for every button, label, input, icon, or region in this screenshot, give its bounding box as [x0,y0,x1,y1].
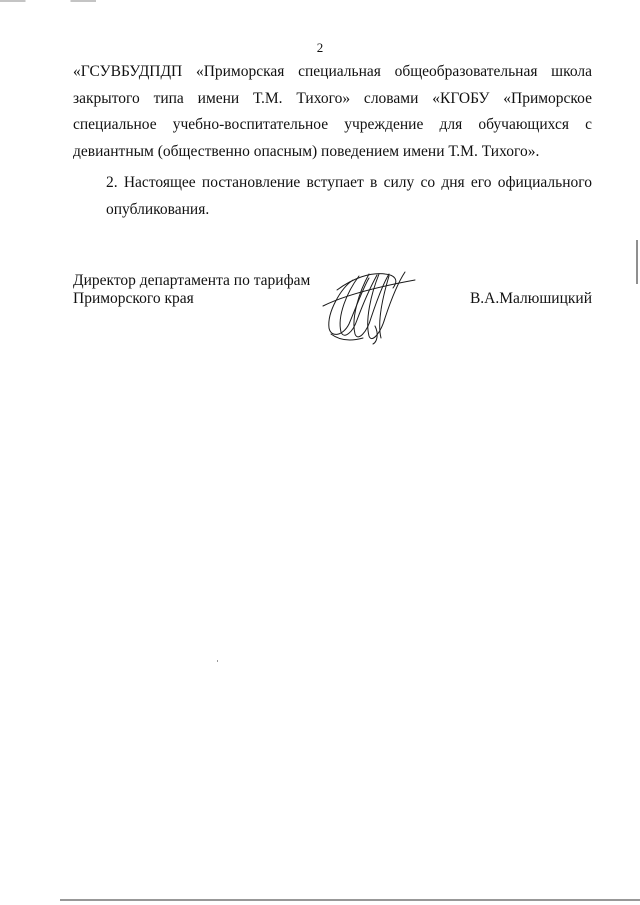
scan-top-edge [0,0,640,2]
signer-position-line-1: Директор департамента по тарифам [73,272,311,289]
paragraph-effective-date-last-line: опубликования. [106,200,210,218]
paragraph-effective-date [73,170,592,223]
paragraph-amendment-last-line: девиантным (общественно опасным) поведением имени Т.М. Тихого». [73,142,540,160]
paragraph-amendment [73,59,592,165]
signer-name: В.А.Малюшицкий [469,290,592,307]
handwritten-signature [319,266,419,346]
scan-speck [217,660,218,662]
signer-position-line-2: Приморского края [73,290,194,307]
scan-bottom-edge [60,899,640,901]
scan-edge-mark [636,240,638,284]
page-number: 2 [316,40,324,55]
signature-block [73,272,592,352]
paragraph-amendment-text: «ГСУВБУДПДП «Приморская специальная общеобразовательная школа закрытого типа имени Т.М. Тихого» словами «КГОБУ «Приморское специальное учебно-воспитательное учреждение для обучающихся с [73,63,592,133]
paragraph-effective-date-text: 2. Настоящее постановление вступает в силу со дня его официального [106,174,592,191]
signer-position [73,272,313,308]
